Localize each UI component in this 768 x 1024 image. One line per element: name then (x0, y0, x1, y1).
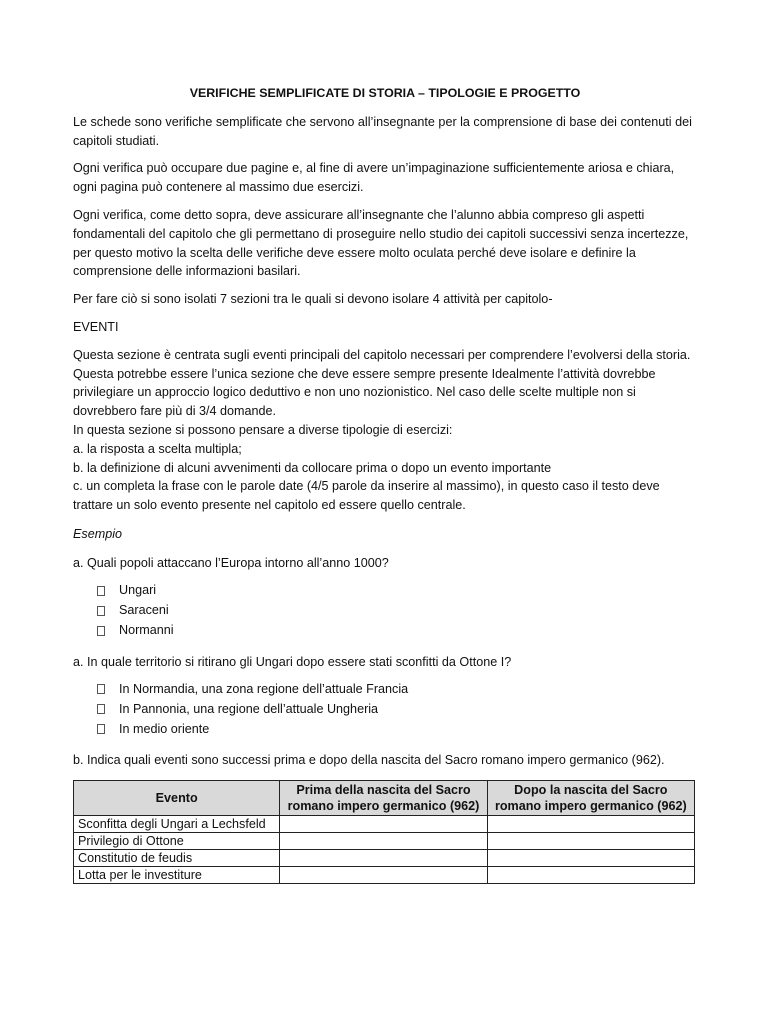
dopo-cell[interactable] (487, 833, 694, 850)
event-cell: Privilegio di Ottone (74, 833, 280, 850)
header-prima: Prima della nascita del Sacro romano impero germanico (962) (280, 781, 487, 816)
header-evento: Evento (74, 781, 280, 816)
table-header-row (74, 781, 695, 816)
checkbox-icon[interactable] (97, 586, 105, 596)
prima-cell[interactable] (280, 867, 487, 884)
question-2: a. In quale territorio si ritirano gli Ungari dopo essere stati sconfitti da Ottone I? (73, 654, 512, 669)
event-cell: Constitutio de feudis (74, 850, 280, 867)
checkbox-icon[interactable] (97, 684, 105, 694)
event-cell: Lotta per le investiture (74, 867, 280, 884)
dopo-cell[interactable] (487, 850, 694, 867)
document-page (73, 84, 697, 884)
document-title: VERIFICHE SEMPLIFICATE DI STORIA – TIPOLOGIE E PROGETTO (189, 86, 581, 100)
prima-cell[interactable] (280, 816, 487, 833)
types-intro: In questa sezione si possono pensare a diverse tipologie di esercizi: (73, 422, 453, 437)
table-row (74, 833, 695, 850)
option-item[interactable]: In Pannonia, una regione dell’attuale Ungheria (97, 699, 697, 719)
question-1: a. Quali popoli attaccano l’Europa intorno all’anno 1000? (73, 555, 389, 570)
section-body: Questa sezione è centrata sugli eventi principali del capitolo necessari per comprendere l’evolversi della storia. Questa potrebbe essere l’unica sezione che deve essere sempre presente Idealmente l’attività dovrebbe privilegiare un approccio logico deduttivo e non uno nozionistico. Nel caso delle scelte multiple non si dovrebbero fare più di 3/4 domande. (73, 347, 691, 419)
type-a: a. la risposta a scelta multipla; (73, 441, 242, 456)
intro-paragraph-3: Ogni verifica, come detto sopra, deve assicurare all’insegnante che l’alunno abbia compreso gli aspetti fondamentali del capitolo che gli permettano di proseguire nello studio dei capitoli successivi senza incertezze, per questo motivo la scelta delle verifiche deve essere molto oculata perché deve isolare e definire la comprensione delle informazioni basilari. (73, 207, 689, 279)
section-title: EVENTI (73, 319, 119, 334)
prima-cell[interactable] (280, 850, 487, 867)
question-2-options (73, 679, 697, 739)
intro-paragraph-1: Le schede sono verifiche semplificate che servono all’insegnante per la comprensione di base dei contenuti dei capitoli studiati. (73, 114, 692, 148)
question-1-options (73, 581, 697, 641)
option-item[interactable]: Saraceni (97, 601, 697, 621)
table-row (74, 816, 695, 833)
prima-cell[interactable] (280, 833, 487, 850)
dopo-cell[interactable] (487, 816, 694, 833)
option-item[interactable]: Normanni (97, 621, 697, 641)
question-3: b. Indica quali eventi sono successi prima e dopo della nascita del Sacro romano impero germanico (962). (73, 753, 665, 768)
header-dopo: Dopo la nascita del Sacro romano impero germanico (962) (487, 781, 694, 816)
option-item[interactable]: In medio oriente (97, 719, 697, 739)
table-row (74, 867, 695, 884)
option-item[interactable]: In Normandia, una zona regione dell’attuale Francia (97, 679, 697, 699)
intro-paragraph-2: Ogni verifica può occupare due pagine e, al fine di avere un’impaginazione sufficientemente ariosa e chiara, ogni pagina può contenere al massimo due esercizi. (73, 161, 675, 195)
example-label: Esempio (73, 526, 122, 541)
option-item[interactable]: Ungari (97, 581, 697, 601)
dopo-cell[interactable] (487, 867, 694, 884)
table-row (74, 850, 695, 867)
event-cell: Sconfitta degli Ungari a Lechsfeld (74, 816, 280, 833)
events-table (73, 780, 695, 884)
checkbox-icon[interactable] (97, 704, 105, 714)
intro-paragraph-4: Per fare ciò si sono isolati 7 sezioni tra le quali si devono isolare 4 attività per capitolo- (73, 292, 553, 307)
checkbox-icon[interactable] (97, 606, 105, 616)
checkbox-icon[interactable] (97, 724, 105, 734)
checkbox-icon[interactable] (97, 626, 105, 636)
type-b: b. la definizione di alcuni avvenimenti da collocare prima o dopo un evento importante (73, 460, 552, 475)
type-c: c. un completa la frase con le parole date (4/5 parole da inserire al massimo), in questo caso il testo deve trattare un solo evento presente nel capitolo ed essere quello centrale. (73, 479, 660, 513)
